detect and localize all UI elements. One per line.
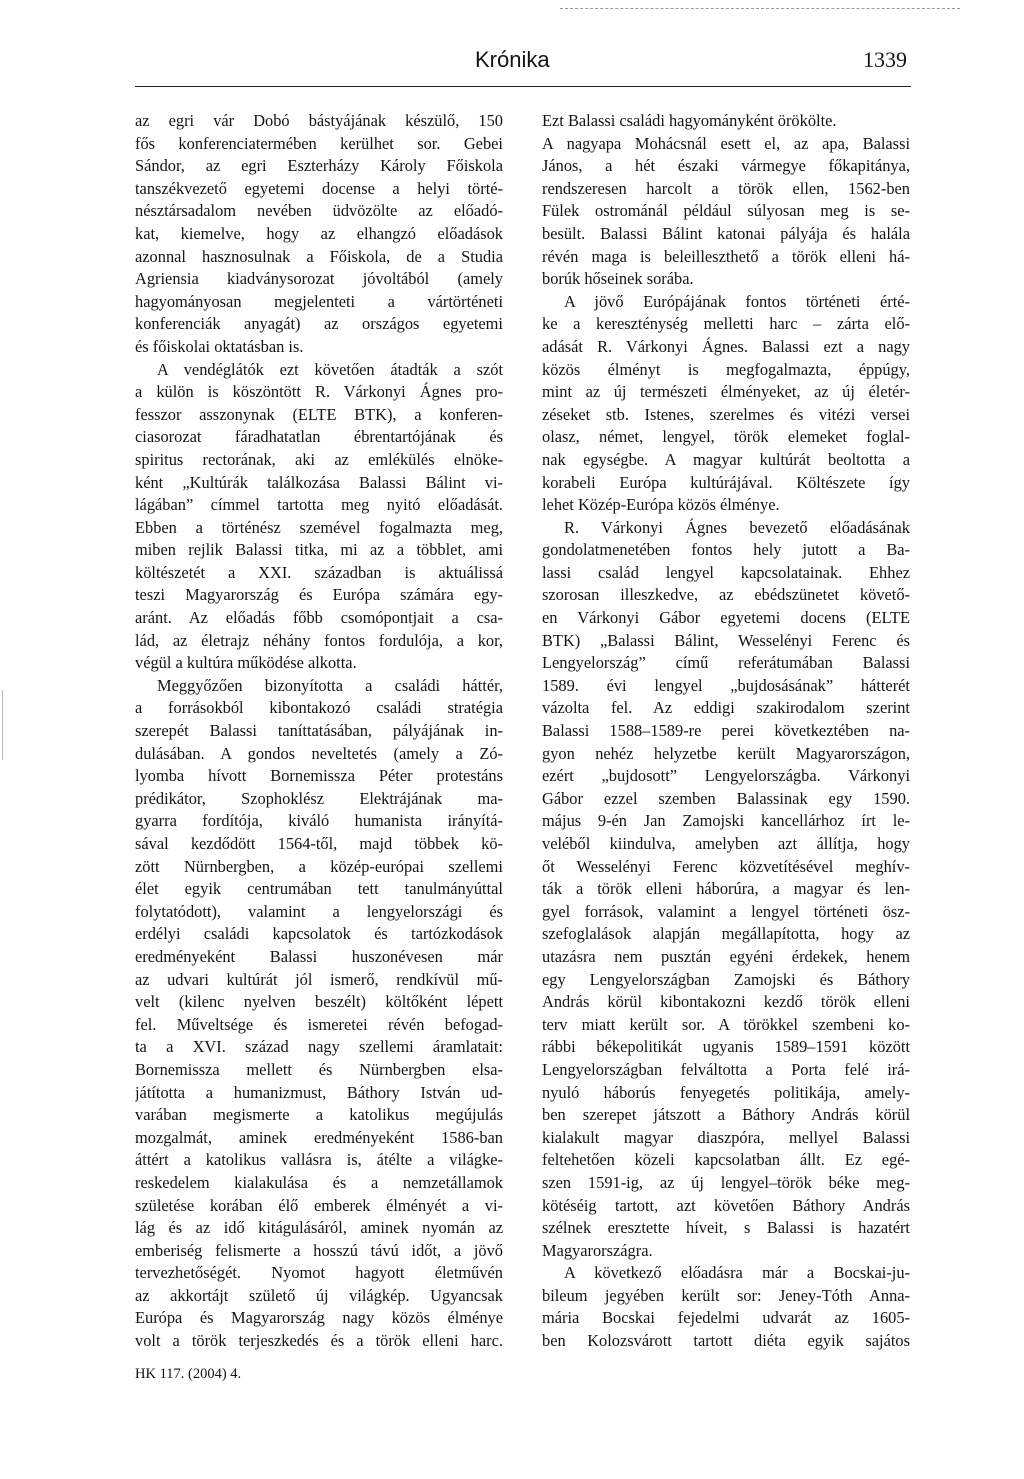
text-line: terv miatt került sor. A törökkel szembeni ko- [542, 1014, 910, 1034]
text-line: Agriensia kiadványsorozat jóvoltából (amely [135, 269, 503, 289]
text-line: A következő előadásra már a Bocskai-ju- [564, 1263, 910, 1283]
text-line: 1589. évi lengyel „bujdosásának” hátterét [542, 675, 910, 695]
text-line: András körül kibontakozni kezdő török elleni [542, 992, 910, 1012]
running-title: Krónika [475, 47, 550, 72]
text-line: kat, kiemelve, hogy az elhangzó előadások [135, 223, 503, 243]
text-line: BTK) „Balassi Bálint, Wesselényi Ferenc és [542, 630, 910, 650]
text-line: feltehetően közeli kapcsolatban állt. Ez egé- [542, 1150, 910, 1170]
text-line: Meggyőzően bizonyította a családi háttér, [157, 675, 503, 695]
journal-citation: HK 117. (2004) 4. [135, 1366, 242, 1382]
text-line: tervezhetőségét. Nyomot hagyott életművén [135, 1263, 503, 1283]
text-line: szélnek eresztette híveit, s Balassi is hazatért [542, 1218, 910, 1238]
text-line: fős konferenciatermében kerülhet sor. Gebei [135, 133, 503, 153]
text-line: Bornemissza mellett és Nürnbergben elsa- [135, 1059, 503, 1079]
text-line: tanszékvezető egyetemi docense a helyi törté- [135, 178, 503, 198]
text-line: A vendéglátók ezt követően átadták a szót [157, 359, 503, 379]
text-line: őt Wesselényi Ferenc közvetítésével meghív- [542, 856, 910, 876]
text-line: erdélyi családi kapcsolatok és tartózkodások [135, 924, 503, 944]
text-line: nésztársadalom nevében üdvözölte az előadó- [135, 201, 503, 221]
text-line: hagyományosan megjelenteti a vártörténeti [135, 291, 503, 311]
text-line: A jövő Európájának fontos történeti érté- [564, 291, 910, 311]
text-line: lágában” címmel tartotta meg nyitó előadását. [135, 495, 503, 515]
text-line: fesszor asszonynak (ELTE BTK), a konferen- [135, 404, 503, 424]
text-line: ként „Kultúrák találkozása Balassi Bálint vi- [135, 472, 503, 492]
text-line: gyarra fordítója, kiváló humanista irányítá- [135, 811, 503, 831]
text-line: ke a kereszténység melletti harc – zárta elő- [542, 314, 910, 334]
text-line: ben szerepet játszott a Báthory András körül [542, 1105, 910, 1125]
text-line: aránt. Az előadás főbb csomópontjait a csa- [135, 608, 503, 628]
text-line: János, a hét északi vármegye főkapitánya, [542, 156, 910, 176]
text-line: szen 1591-ig, az új lengyel–török béke meg- [542, 1172, 910, 1192]
text-line: korabeli Európa kultúrájával. Költészete így [542, 472, 910, 492]
text-line: kötéséig tartott, azt követően Báthory András [542, 1195, 910, 1215]
text-line: az egri vár Dobó bástyájának készülő, 150 [135, 111, 503, 130]
text-line: ben Kolozsvárott tartott diéta egyik sajátos [542, 1331, 910, 1351]
text-line: Lengyelországban felváltotta a Porta felé irá- [542, 1059, 910, 1079]
text-line: ezért „bujdosott” Lengyelországba. Várkonyi [542, 766, 910, 786]
text-line: reskedelem kialakulása és a nemzetállamok [135, 1172, 503, 1192]
header-rule [135, 86, 911, 87]
text-line: szerepét Balassi taníttatásában, pályájának in- [135, 721, 503, 741]
text-line: gyon nehéz helyzetbe került Magyarországon, [542, 743, 910, 763]
text-line: ták a török elleni háborúra, a magyar és len- [542, 879, 910, 899]
text-line: Ebben a történész szemével fogalmazta meg, [135, 517, 503, 537]
text-line: varában megismerte a katolikus megújulás [135, 1105, 503, 1125]
text-line: zéseket stb. Istenes, szerelmes és vitézi versei [542, 404, 910, 424]
scan-edge-line [560, 8, 960, 9]
text-line: Európa és Magyarország nagy közös élménye [135, 1308, 503, 1328]
text-line: besült. Balassi Bálint katonai pályája és halála [542, 223, 910, 243]
text-line: játította a humanizmust, Báthory István ud- [135, 1082, 503, 1102]
text-line: en Várkonyi Gábor egyetemi docens (ELTE [542, 608, 910, 628]
text-line: költészetét a XXI. században is aktuálissá [135, 562, 503, 582]
page-number: 1339 [863, 47, 907, 72]
text-line: révén maga is beleilleszthető a török elleni há- [542, 246, 910, 266]
text-line: volt a török terjeszkedés és a török elleni harc. [135, 1331, 503, 1351]
text-line: Sándor, az egri Eszterházy Károly Főiskola [135, 156, 503, 176]
text-line: rendszeresen harcolt a török ellen, 1562-ben [542, 178, 910, 198]
text-line: spiritus rectorának, aki az emlékülés elnöke- [135, 449, 503, 469]
text-line: lehet Közép-Európa közös élménye. [542, 495, 780, 515]
text-line: borúk hőseinek sorába. [542, 269, 694, 289]
left-column [135, 110, 503, 1353]
text-line: szorosan illeszkedve, az ebédszünetet követő- [542, 585, 910, 605]
text-line: vázolta fel. Az eddigi szakirodalom szerint [542, 698, 910, 718]
text-line: az udvari kultúrát jól ismerő, rendkívül mű- [135, 969, 503, 989]
text-line: a forrásokból kibontakozó családi stratégia [135, 698, 503, 718]
text-line: a külön is köszöntött R. Várkonyi Ágnes pro- [135, 382, 503, 402]
text-line: Fülek ostrománál például súlyosan meg is se- [542, 201, 910, 221]
text-line: folytatódott), valamint a lengyelországi és [135, 901, 503, 921]
text-line: Ezt Balassi családi hagyományként örökölte. [542, 111, 837, 130]
page-header [135, 47, 911, 79]
text-line: mária Bocskai fejedelmi udvarát az 1605- [542, 1308, 910, 1328]
text-line: Lengyelország” című referátumában Balassi [542, 653, 910, 673]
text-line: lág és az idő kitágulásáról, aminek nyomán az [135, 1218, 503, 1238]
text-line: veléből kiindulva, amelyben azt állítja, hogy [542, 834, 910, 853]
text-line: ta a XVI. század nagy szellemi áramlatait: [135, 1037, 503, 1057]
text-line: zött Nürnbergben, a közép-európai szellemi [135, 856, 503, 876]
text-line: olasz, német, lengyel, török elemeket foglal- [542, 427, 910, 447]
text-line: utazásra nem pusztán egyéni érdekek, henem [542, 946, 910, 966]
text-line: lassi család lengyel kapcsolatainak. Ehhez [542, 562, 910, 582]
text-line: mint az új természeti élményeket, az új életér- [542, 382, 910, 402]
text-line: Balassi 1588–1589-re perei következtében na- [542, 721, 910, 741]
text-line: közös élményt is megfogalmazta, éppúgy, [542, 359, 910, 379]
text-line: adását R. Várkonyi Ágnes. Balassi ezt a nagy [542, 336, 910, 356]
text-line: élet egyik centrumában tett tanulmányúttal [135, 879, 503, 899]
text-line: emberiség felismerte a hosszú távú időt, a jövő [135, 1240, 503, 1260]
text-line: A nagyapa Mohácsnál esett el, az apa, Balassi [542, 133, 910, 153]
text-line: Magyarországra. [542, 1240, 653, 1260]
text-line: teszi Magyarország és Európa számára egy- [135, 585, 503, 605]
text-line: eredményeként Balassi huszonévesen már [135, 946, 503, 966]
text-line: miben rejlik Balassi titka, mi az a többlet, ami [135, 540, 503, 560]
text-line: születése korában élő emberek élményét a vi- [135, 1195, 503, 1215]
text-line: nyuló háborús fenyegetés politikája, amely- [542, 1082, 910, 1102]
text-line: lyomba hívott Bornemissza Péter protestáns [135, 766, 503, 786]
text-line: gyel források, valamint a lengyel történeti ösz- [542, 901, 910, 921]
text-line: azonnal hasznosulnak a Főiskola, de a Studia [135, 246, 503, 266]
text-line: gondolatmenetében fontos hely jutott a Ba- [542, 540, 910, 560]
scan-margin-mark [2, 690, 3, 760]
text-line: mozgalmát, aminek eredményeként 1586-ban [135, 1127, 503, 1147]
right-column [542, 110, 910, 1353]
text-line: nak egységbe. A magyar kultúrát beoltotta a [542, 449, 910, 469]
text-line: egy Lengyelországban Zamojski és Báthory [542, 969, 910, 989]
text-line: lád, az életrajz néhány fontos fordulója, a kor, [135, 630, 503, 650]
text-line: ciasorozat fáradhatatlan ébrentartójának és [135, 427, 503, 447]
text-line: dulásában. A gondos neveltetés (amely a Zó- [135, 743, 503, 763]
text-line: sával kezdődött 1564-től, majd többek kö- [135, 834, 503, 853]
text-line: konferenciák anyagát) az országos egyetemi [135, 314, 503, 334]
text-line: fel. Műveltsége és ismeretei révén befogad- [135, 1014, 503, 1034]
text-line: velt (kilenc nyelven beszélt) költőként lépett [135, 992, 503, 1012]
text-line: rábbi békepolitikát ugyanis 1589–1591 között [542, 1037, 910, 1057]
text-line: az akkortájt születő új világkép. Ugyancsak [135, 1285, 503, 1305]
text-line: bileum jegyében került sor: Jeney-Tóth Anna- [542, 1285, 910, 1305]
text-line: áttért a katolikus vallásra is, átélte a világke- [135, 1150, 503, 1170]
text-line: és főiskolai oktatásban is. [135, 336, 304, 356]
text-line: kialakult magyar diaszpóra, mellyel Balassi [542, 1127, 910, 1147]
text-line: Gábor ezzel szemben Balassinak egy 1590. [542, 788, 910, 808]
text-line: prédikátor, Szophoklész Elektrájának ma- [135, 788, 503, 808]
text-line: május 9-én Jan Zamojski kancellárhoz írt le- [542, 811, 910, 831]
text-line: végül a kultúra működése alkotta. [135, 653, 357, 673]
text-line: szefoglalások alapján megállapította, hogy az [542, 924, 910, 944]
text-line: R. Várkonyi Ágnes bevezető előadásának [564, 517, 910, 537]
